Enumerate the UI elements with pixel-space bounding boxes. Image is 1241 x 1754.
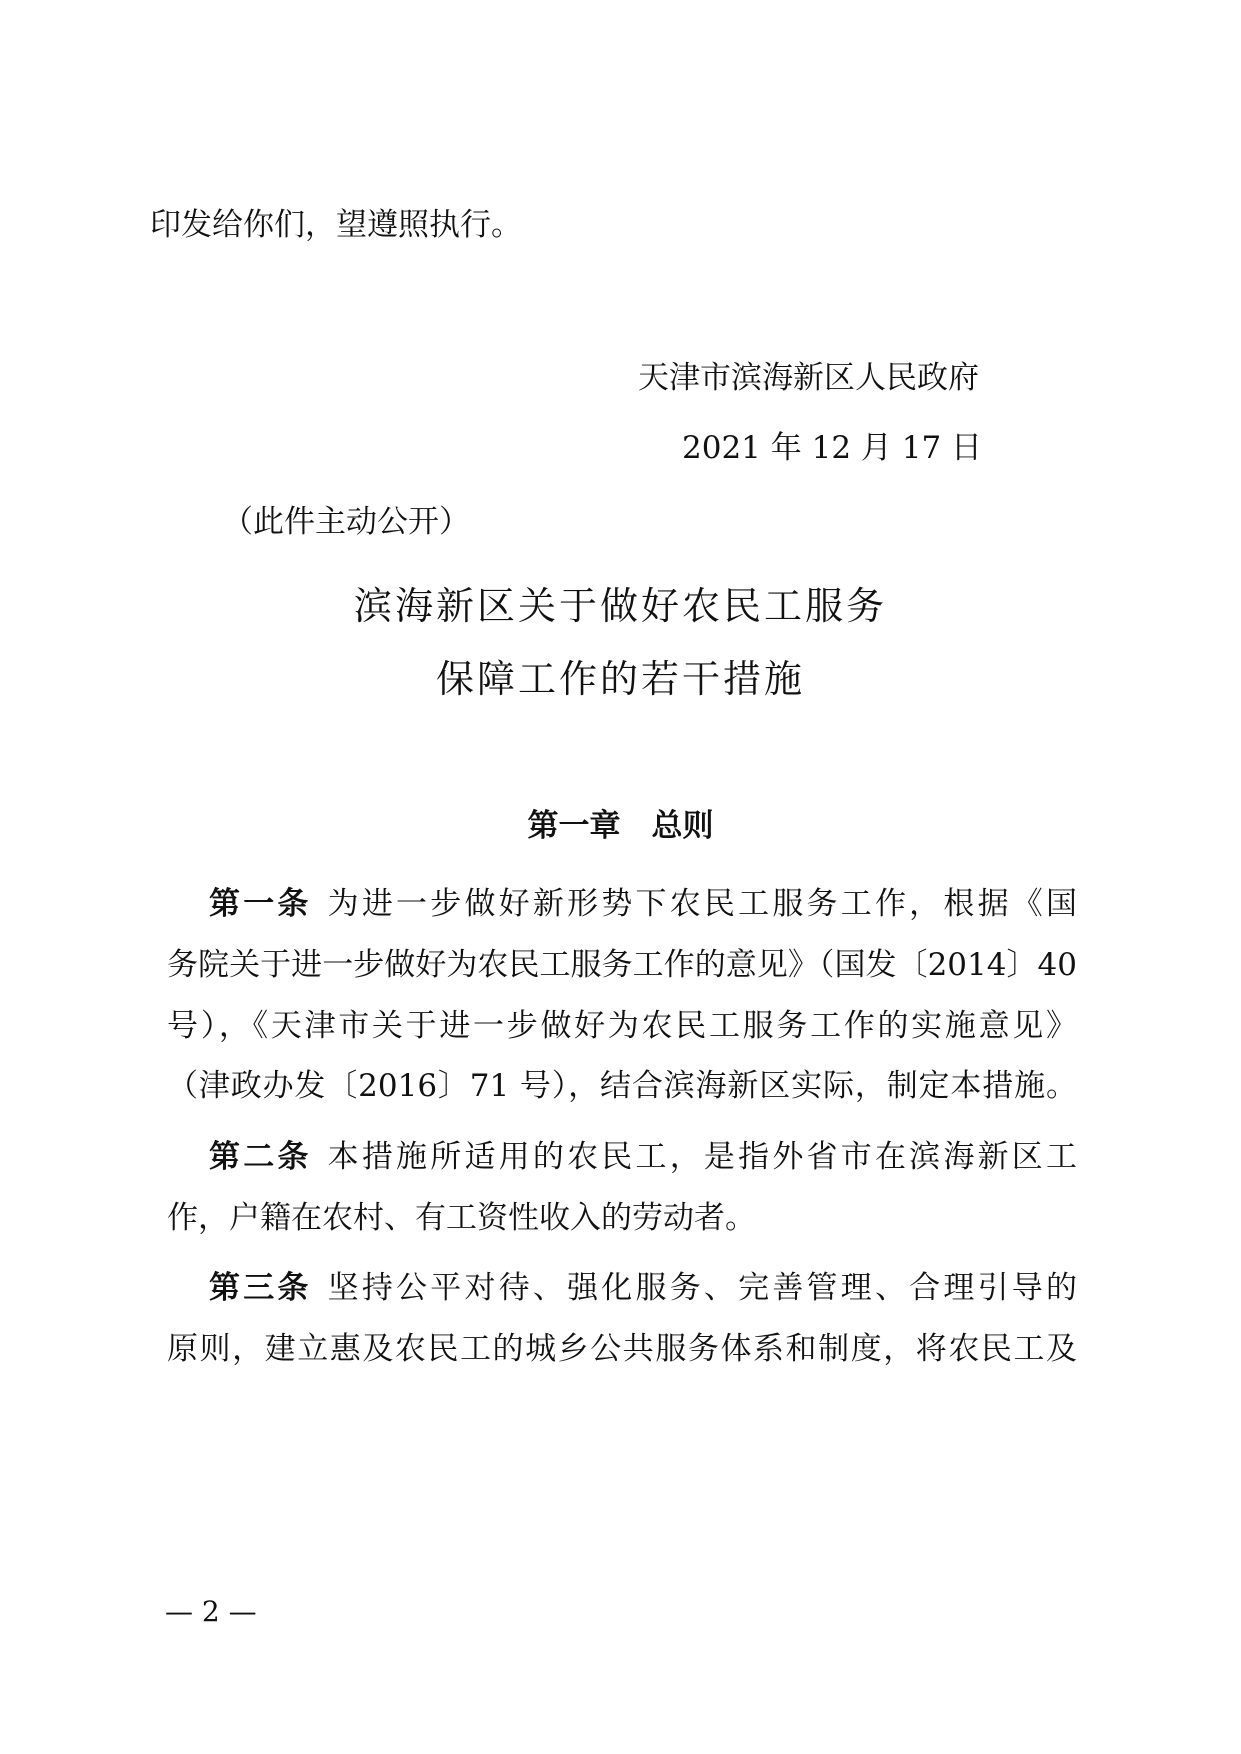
article-1-line-2: 务院关于进一步做好为农民工服务工作的意见》（国发〔2014〕40 (167, 947, 1077, 983)
article-3-line-2: 原则，建立惠及农民工的城乡公共服务体系和制度，将农民工及 (167, 1331, 1077, 1367)
article-1-line-4: （津政办发〔2016〕71 号），结合滨海新区实际，制定本措施。 (167, 1068, 1077, 1104)
closing-line: 印发给你们，望遵照执行。 (150, 207, 522, 243)
page-number: — 2 — (165, 1595, 257, 1628)
article-3-label: 第三条 (209, 1270, 312, 1306)
article-2-line-2: 作，户籍在农村、有工资性收入的劳动者。 (167, 1200, 756, 1236)
article-1-line-1 (209, 884, 1077, 924)
article-2-label: 第二条 (209, 1139, 312, 1175)
disclosure-note: （此件主动公开） (222, 504, 470, 540)
article-1-label: 第一条 (209, 886, 312, 922)
issuer-name: 天津市滨海新区人民政府 (638, 360, 979, 396)
article-2-line-1 (209, 1137, 1077, 1177)
document-title-line-2: 保障工作的若干措施 (435, 657, 805, 701)
article-3-text-1: 坚持公平对待、强化服务、完善管理、合理引导的 (327, 1270, 1077, 1306)
article-3-line-1 (209, 1268, 1077, 1308)
article-2-text-1: 本措施所适用的农民工，是指外省市在滨海新区工 (327, 1139, 1077, 1175)
issue-date: 2021 年 12 月 17 日 (682, 430, 983, 466)
article-1-text-1: 为进一步做好新形势下农民工服务工作，根据《国 (327, 886, 1077, 922)
article-1-line-3: 号），《天津市关于进一步做好为农民工服务工作的实施意见》 (167, 1008, 1077, 1044)
document-title-line-1: 滨海新区关于做好农民工服务 (353, 584, 887, 628)
chapter-heading: 第一章 总则 (527, 808, 714, 844)
